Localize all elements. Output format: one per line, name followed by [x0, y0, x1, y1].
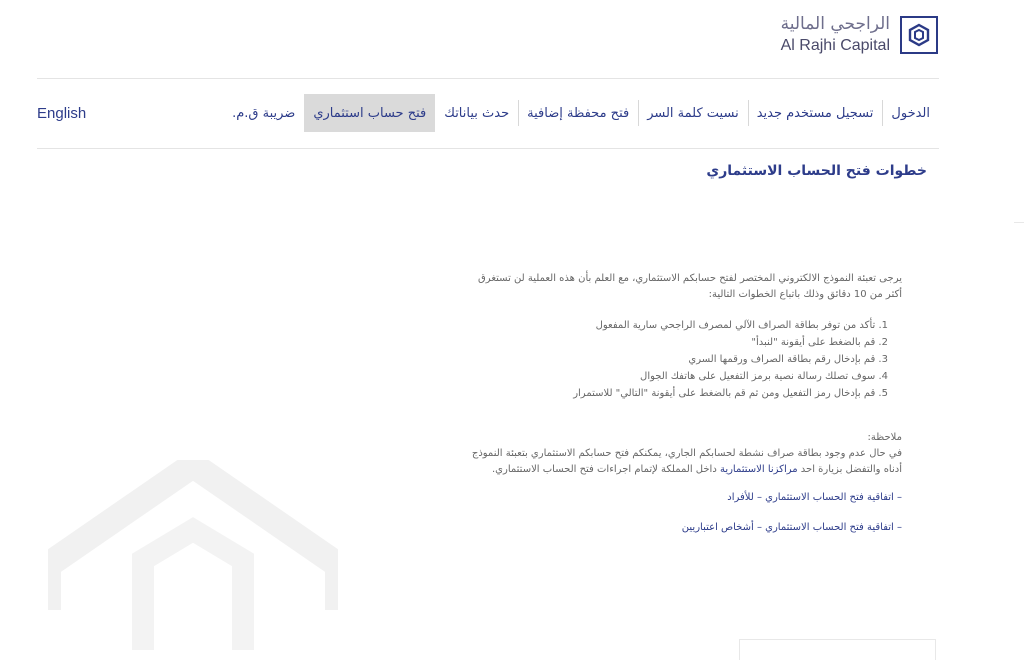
step-item: 1. تأكد من توفر بطاقة الصراف الآلي لمصرف الراجحي سارية المفعول [595, 320, 888, 331]
brand-name [781, 14, 890, 56]
note-line-1: في حال عدم وجود بطاقة صراف نشطة لحسابكم الجاري، يمكنكم فتح حسابكم الاستثماري بتعبئة النموذج [471, 448, 902, 459]
intro-line-2: أكثر من 10 دقائق وذلك باتباع الخطوات التالية: [708, 289, 902, 300]
footer-box [739, 639, 936, 660]
nav-update-info[interactable]: حدث بياناتك [444, 105, 510, 121]
note-section [362, 430, 902, 478]
edge-line [1014, 222, 1024, 223]
corporate-agreement-link[interactable]: – اتفاقية فتح الحساب الاستثماري – أشخاص اعتباريين [681, 522, 902, 533]
brand-logo[interactable] [781, 14, 938, 56]
individuals-agreement-link[interactable]: – اتفاقية فتح الحساب الاستثماري – للأفراد [727, 492, 902, 503]
header-divider [37, 78, 939, 79]
language-switch-english[interactable]: English [37, 104, 87, 122]
steps-list [362, 317, 902, 402]
note-text-before: أدناه والتفضل بزيارة احد [797, 464, 902, 475]
brand-name-english: Al Rajhi Capital [780, 37, 890, 54]
brand-name-arabic: الراجحي المالية [780, 14, 890, 34]
step-item: 2. قم بالضغط على أيقونة "لنبدأ" [751, 337, 888, 348]
investment-centers-link[interactable]: مراكزنا الاستثمارية [719, 464, 798, 475]
nav-open-investment-account[interactable]: فتح حساب استثماري [304, 94, 435, 132]
step-item: 4. سوف تصلك رسالة نصية برمز التفعيل على هاتفك الجوال [640, 371, 888, 382]
nav-divider [37, 148, 939, 149]
nav-vat[interactable]: ضريبة ق.م. [232, 105, 296, 121]
note-line-2 [362, 462, 902, 478]
intro-line-1: يرجى تعبئة النموذج الالكتروني المختصر لفتح حسابكم الاستثماري، مع العلم بأن هذه العملية لن تستغرق [478, 273, 902, 284]
nav-forgot-password[interactable]: نسيت كلمة السر [638, 94, 748, 132]
nav-login[interactable]: الدخول [882, 94, 939, 132]
nav-open-portfolio[interactable]: فتح محفظة إضافية [518, 94, 638, 132]
instructions [362, 271, 902, 536]
note-text-after: داخل المملكة لإتمام اجراءات فتح الحساب الاستثماري. [492, 464, 720, 475]
note-label: ملاحظة: [867, 432, 902, 443]
alrajhi-logo-icon [900, 16, 938, 54]
nav-register[interactable]: تسجيل مستخدم جديد [748, 94, 883, 132]
step-item: 5. قم بإدخال رمز التفعيل ومن ثم قم بالضغط على أيقونة "التالي" للاستمرار [573, 388, 888, 399]
main-nav [37, 94, 939, 132]
step-item: 3. قم بإدخال رقم بطاقة الصراف ورقمها السري [688, 354, 888, 365]
watermark-logo [48, 460, 338, 654]
page-title: خطوات فتح الحساب الاستثماري [706, 163, 927, 179]
